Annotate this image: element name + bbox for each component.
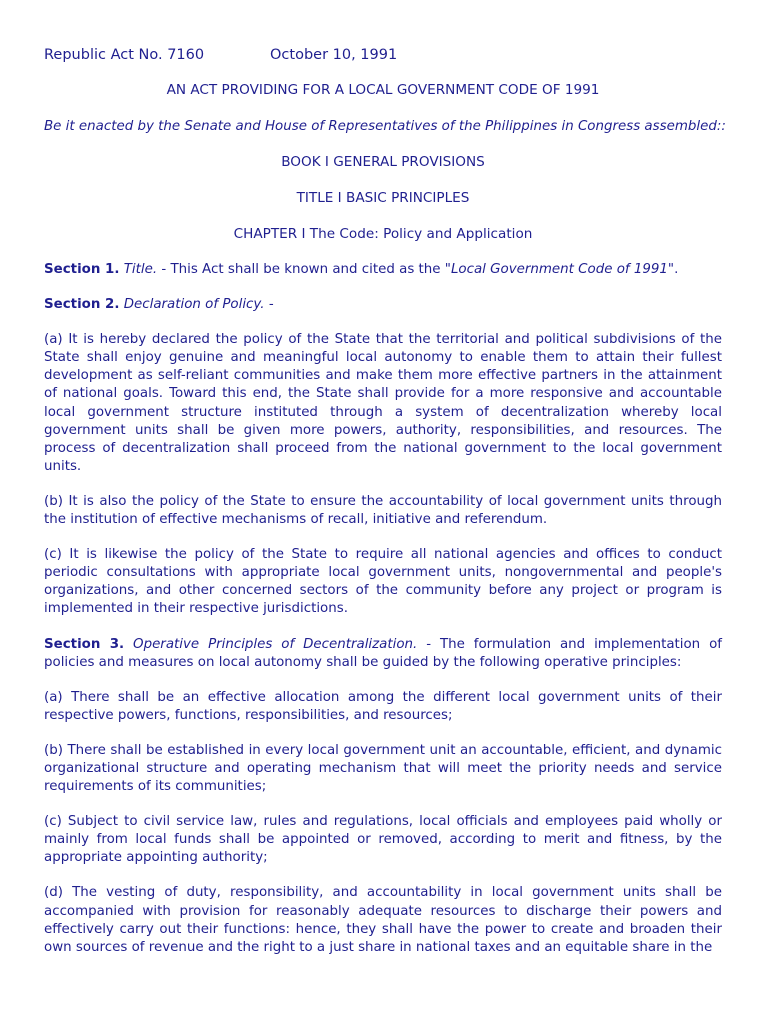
section-1-label: Section 1. (44, 262, 120, 277)
section-3-title: Operative Principles of Decentralization. (133, 636, 418, 652)
section-3-paragraph-c: (c) Subject to civil service law, rules and regulations, local officials and employees paid wholly or mainly from local funds shall be appointed or removed, according to merit and fitness, by the appropriate appointing authority; (44, 814, 722, 866)
section-2-paragraph-a: (a) It is hereby declared the policy of the State that the territorial and political subdivisions of the State shall enjoy genuine and meaningful local autonomy to enable them to attain their fullest development as self-reliant communities and make them more effective partners in the attainment of national goals. Toward this end, the State shall provide for a more responsive and accountable local government structure instituted through a system of decentralization whereby local government units shall be given more powers, authority, responsibilities, and resources. The process of decentralization shall proceed from the national government to the local government units. (44, 332, 722, 474)
section-1-quote: "Local Government Code of 1991" (444, 262, 675, 277)
section-2 (44, 296, 722, 314)
section-1 (44, 261, 722, 279)
section-1-end: . (674, 262, 679, 277)
section-3-paragraph-b: (b) There shall be established in every local government unit an accountable, efficient, and dynamic organizational structure and operating mechanism that will meet the priority needs and service requirements of its communities; (44, 742, 722, 795)
section-3-paragraph-a: (a) There shall be an effective allocation among the different local government units of their respective powers, functions, responsibilities, and resources; (44, 689, 722, 723)
section-2-paragraph-c: (c) It is likewise the policy of the State to require all national agencies and offices to conduct periodic consultations with appropriate local government units, nongovernmental and people's organizations, and other concerned sectors of the community before any project or program is implemented in their respective jurisdictions. (44, 547, 722, 617)
section-1-title: Title. (123, 262, 158, 277)
enacting-clause: Be it enacted by the Senate and House of Representatives of the Philippines in Congress assembled:: (44, 119, 726, 134)
section-2-title: Declaration of Policy. (123, 297, 265, 313)
act-date: October 10, 1991 (270, 47, 398, 63)
document-page (44, 45, 726, 974)
chapter-heading: CHAPTER I The Code: Policy and Application (233, 226, 533, 242)
title-heading: TITLE I BASIC PRINCIPLES (296, 190, 470, 206)
section-3 (44, 636, 722, 672)
section-2-text: - (264, 297, 274, 313)
act-header (44, 45, 722, 65)
book-heading: BOOK I GENERAL PROVISIONS (281, 154, 485, 170)
section-3-paragraph-d: (d) The vesting of duty, responsibility, and accountability in local government units shall be accompanied with provision for reasonably adequate resources to discharge their powers and effectively carry out their functions: hence, they shall have the power to create and broaden their own sources of revenue and the right to a just share in national taxes and an equitable share in the (44, 885, 722, 955)
section-1-text: - This Act shall be known and cited as the (157, 262, 445, 277)
section-3-label: Section 3. (44, 636, 125, 652)
section-3-text: - The formulation and implementation of policies and measures on local autonomy shall be guided by the following operative principles: (44, 636, 722, 670)
section-2-paragraph-b: (b) It is also the policy of the State to ensure the accountability of local government units through the institution of effective mechanisms of recall, initiative and referendum. (44, 493, 722, 528)
section-2-label: Section 2. (44, 297, 120, 313)
act-number: Republic Act No. 7160 (44, 47, 205, 63)
act-title: AN ACT PROVIDING FOR A LOCAL GOVERNMENT CODE OF 1991 (166, 82, 600, 98)
